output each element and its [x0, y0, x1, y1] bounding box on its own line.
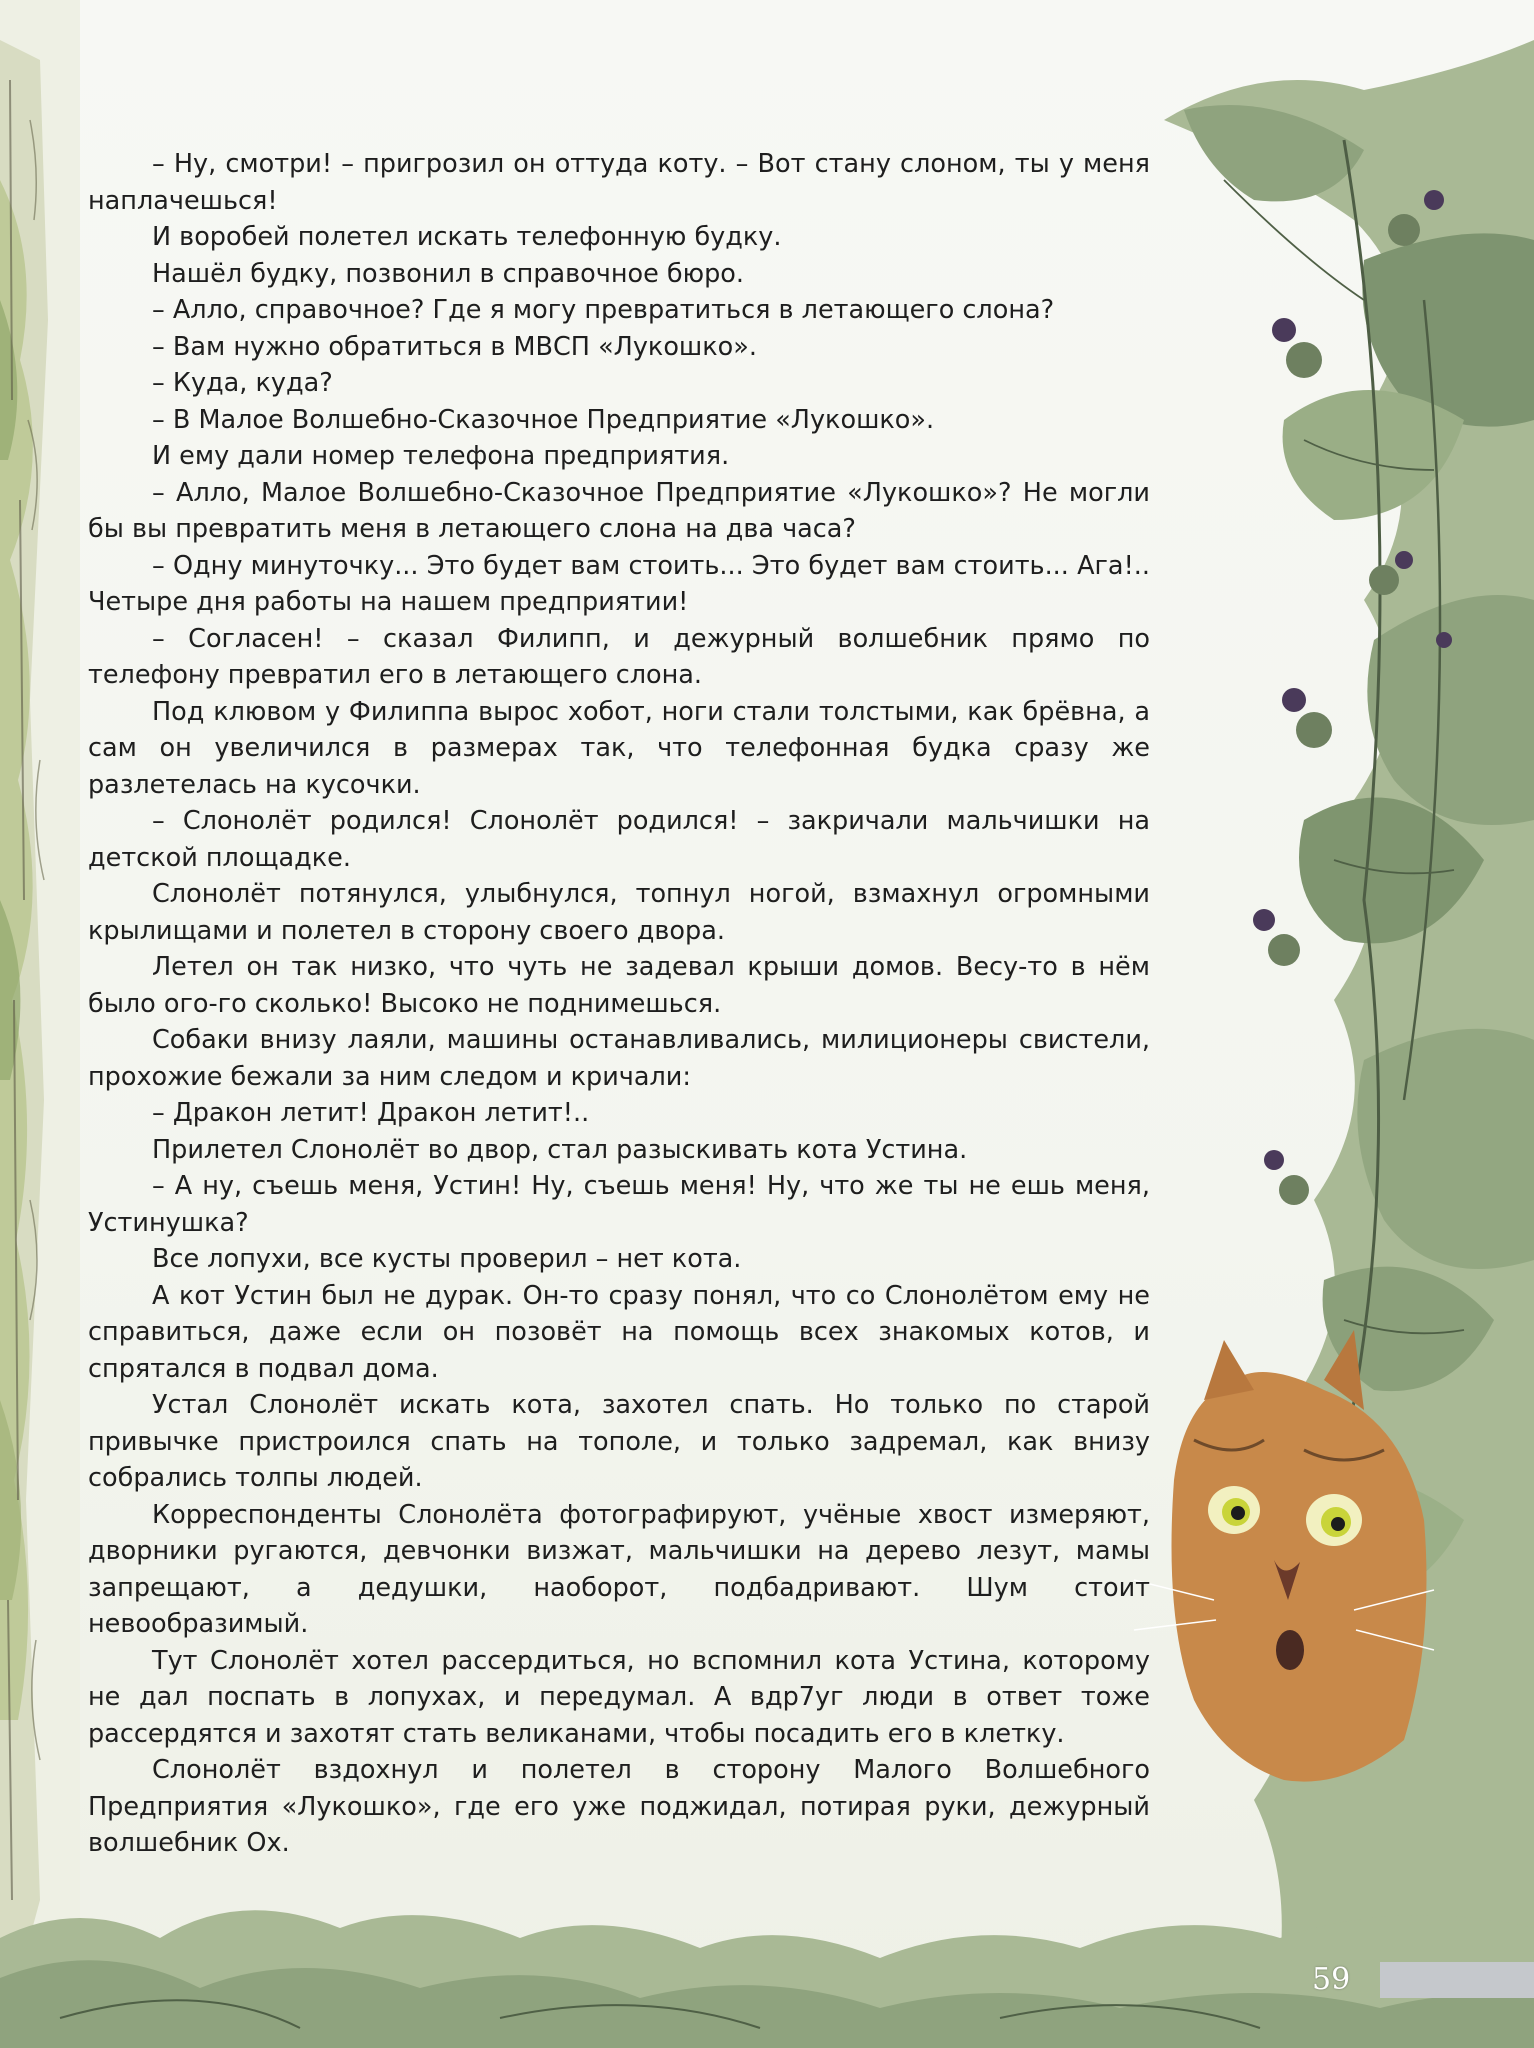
paragraph: Корреспонденты Слонолёта фотографируют, учёные хвост измеряют, дворники ругаются, девчонки визжат, мальчишки на дерево лезут, мамы запрещают, а дедушки, наоборот, подбадривают. Шум стоит невообразимый.	[88, 1499, 1150, 1639]
paragraph: Нашёл будку, позвонил в справочное бюро.	[152, 258, 744, 289]
paragraph: Слонолёт потянулся, улыбнулся, топнул ногой, взмахнул огромными крылищами и полетел в сторону своего двора.	[88, 879, 1150, 946]
paragraph: – Ну, смотри! – пригрозил он оттуда коту. – Вот стану слоном, ты у меня наплачешься!	[88, 149, 1150, 216]
story-text	[88, 146, 1150, 1862]
paragraph: Все лопухи, все кусты проверил – нет кота.	[152, 1244, 742, 1274]
paragraph: – Слонолёт родился! Слонолёт родился! – закричали мальчишки на детской площадке.	[88, 806, 1150, 873]
paragraph: Слонолёт вздохнул и полетел в сторону Малого Волшебного Предприятия «Лукошко», где его уже поджидал, потирая руки, дежурный волшебник Ох.	[88, 1755, 1150, 1858]
paragraph: Собаки внизу лаяли, машины останавливались, милиционеры свистели, прохожие бежали за ним следом и кричали:	[88, 1025, 1150, 1092]
paragraph: – Дракон летит! Дракон летит!..	[152, 1098, 590, 1128]
paragraph: Под клювом у Филиппа вырос хобот, ноги стали толстыми, как брёвна, а сам он увеличился в размерах так, что телефонная будка сразу же разлетелась на кусочки.	[88, 696, 1150, 800]
paragraph: И воробей полетел искать телефонную будку.	[152, 222, 782, 252]
paragraph: – В Малое Волшебно-Сказочное Предприятие «Лукошко».	[152, 404, 935, 435]
paragraph: – Куда, куда?	[152, 368, 333, 398]
left-tree-illustration	[0, 0, 80, 2048]
paragraph: – Согласен! – сказал Филипп, и дежурный волшебник прямо по телефону превратил его в летающего слона.	[88, 623, 1150, 690]
paragraph: – Одну минуточку... Это будет вам стоить... Это будет вам стоить... Ага!.. Четыре дня работы на нашем предприятии!	[88, 550, 1150, 617]
bottom-foliage-illustration	[0, 1878, 1534, 2048]
paragraph: И ему дали номер телефона предприятия.	[152, 441, 730, 471]
paragraph: – Вам нужно обратиться в МВСП «Лукошко».	[152, 331, 757, 362]
page-number: 59	[1312, 1962, 1351, 1997]
paragraph: – А ну, съешь меня, Устин! Ну, съешь меня! Ну, что же ты не ешь меня, Устинушка?	[88, 1171, 1150, 1238]
page-number-tab	[1380, 1962, 1534, 1998]
paragraph: – Алло, справочное? Где я могу превратиться в летающего слона?	[152, 295, 1055, 325]
paragraph: – Алло, Малое Волшебно-Сказочное Предприятие «Лукошко»? Не могли бы вы превратить меня в летающего слона на два часа?	[88, 477, 1150, 544]
paragraph: Прилетел Слонолёт во двор, стал разыскивать кота Устина.	[152, 1134, 968, 1165]
paragraph: Тут Слонолёт хотел рассердиться, но вспомнил кота Устина, которому не дал поспать в лопухах, и передумал. А вдр7уг люди в ответ тоже рассердятся и захотят стать великанами, чтобы посадить его в клетку.	[88, 1645, 1150, 1749]
burdock-leaves-illustration	[1104, 0, 1534, 2048]
paragraph: А кот Устин был не дурак. Он-то сразу понял, что со Слонолётом ему не справиться, даже если он позовёт на помощь всех знакомых котов, и спрятался в подвал дома.	[88, 1280, 1150, 1384]
paragraph: Летел он так низко, что чуть не задевал крыши домов. Весу-то в нём было ого-го сколько! Высоко не поднимешься.	[88, 952, 1150, 1019]
paragraph: Устал Слонолёт искать кота, захотел спать. Но только по старой привычке пристроился спать на тополе, и только задремал, как внизу собрались толпы людей.	[88, 1390, 1150, 1493]
